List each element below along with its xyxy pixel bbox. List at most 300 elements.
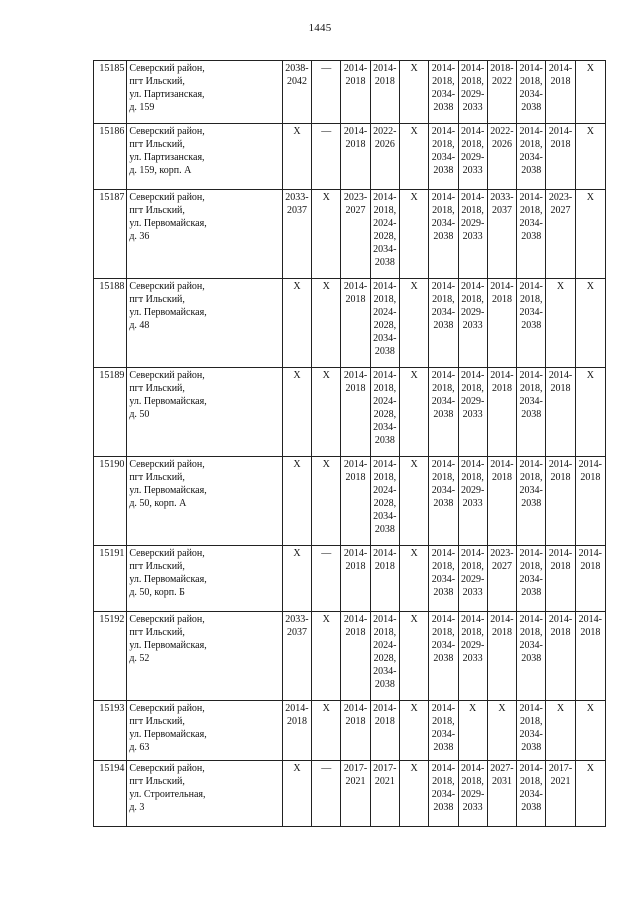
period-value: 2034- xyxy=(519,218,543,229)
table-row xyxy=(94,457,606,546)
period-value: X xyxy=(586,703,594,714)
period-cell xyxy=(517,546,546,612)
address-line: д. 63 xyxy=(129,742,150,753)
period-value: 2014- xyxy=(343,126,368,137)
address-cell xyxy=(127,761,283,827)
period-value: 2014- xyxy=(343,370,368,381)
period-cell xyxy=(399,701,428,761)
period-cell xyxy=(370,546,399,612)
period-value: 2014- xyxy=(460,548,485,559)
period-value: 2018, xyxy=(461,776,484,787)
period-value: 2014- xyxy=(373,548,397,559)
period-value: X xyxy=(556,281,565,292)
address-line: ул. Первомайская, xyxy=(129,574,207,585)
period-value: 2018, xyxy=(432,561,455,572)
period-value: 2014- xyxy=(343,459,368,470)
period-cell xyxy=(399,612,428,701)
period-value: 2014- xyxy=(431,281,456,292)
record-number: 15191 xyxy=(94,546,127,612)
period-cell xyxy=(487,612,516,701)
period-cell xyxy=(312,761,341,827)
period-cell xyxy=(546,190,575,279)
period-cell xyxy=(546,701,575,761)
table-row xyxy=(94,279,606,368)
period-value: — xyxy=(321,763,332,774)
period-value: 2028, xyxy=(373,409,397,420)
period-cell xyxy=(458,279,487,368)
address-line: пгт Ильский, xyxy=(129,561,185,572)
period-cell xyxy=(487,124,516,190)
period-value: 2027 xyxy=(550,205,571,216)
address-line: д. 50, корп. А xyxy=(129,498,187,509)
period-cell xyxy=(487,701,516,761)
period-cell xyxy=(487,61,516,124)
period-cell xyxy=(282,124,311,190)
address-line: д. 50 xyxy=(129,409,150,420)
period-value: 2014- xyxy=(490,614,514,625)
address-line: ул. Первомайская, xyxy=(129,729,207,740)
period-value: 2018, xyxy=(432,139,455,150)
address-line: Северский район, xyxy=(129,703,205,714)
address-line: Северский район, xyxy=(129,126,205,137)
period-value: 2034- xyxy=(519,640,543,651)
period-value: 2014- xyxy=(343,281,368,292)
period-value: 2018 xyxy=(491,627,512,638)
period-value: 2014- xyxy=(373,459,397,470)
period-value: 2018 xyxy=(345,561,366,572)
period-cell xyxy=(458,761,487,827)
period-value: 2018 xyxy=(550,383,571,394)
period-value: 2038 xyxy=(521,653,542,664)
address-line: ул. Партизанская, xyxy=(129,152,205,163)
address-line: Северский район, xyxy=(129,370,205,381)
record-number: 15192 xyxy=(94,612,127,701)
period-value: — xyxy=(321,548,332,559)
period-value: 2018 xyxy=(345,383,366,394)
address-line: ул. Первомайская, xyxy=(129,640,207,651)
period-cell xyxy=(282,61,311,124)
period-cell xyxy=(546,761,575,827)
table-row xyxy=(94,701,606,761)
period-cell xyxy=(312,612,341,701)
record-number: 15185 xyxy=(94,61,127,124)
period-cell xyxy=(517,457,546,546)
period-value: 2018 xyxy=(345,716,366,727)
period-cell xyxy=(341,279,370,368)
period-value: 2029- xyxy=(460,307,485,318)
period-value: 2014- xyxy=(343,548,368,559)
period-value: 2014- xyxy=(431,126,456,137)
period-value: 2018, xyxy=(461,472,484,483)
period-cell xyxy=(282,457,311,546)
period-value: 2014- xyxy=(519,459,543,470)
address-cell xyxy=(127,701,283,761)
period-value: 2018, xyxy=(461,383,484,394)
period-value: 2018, xyxy=(432,294,455,305)
period-cell xyxy=(341,457,370,546)
period-value: X xyxy=(293,126,301,137)
period-value: 2034- xyxy=(373,511,397,522)
period-cell xyxy=(546,124,575,190)
period-cell xyxy=(282,279,311,368)
period-cell xyxy=(517,279,546,368)
period-value: 2024- xyxy=(373,485,397,496)
period-cell xyxy=(429,61,458,124)
period-value: 2014- xyxy=(548,370,573,381)
period-cell xyxy=(458,612,487,701)
address-line: д. 48 xyxy=(129,320,150,331)
period-value: 2034- xyxy=(431,307,456,318)
address-line: пгт Ильский, xyxy=(129,472,185,483)
period-value: 2014- xyxy=(460,459,485,470)
period-value: 2018 xyxy=(491,472,512,483)
table-row xyxy=(94,612,606,701)
record-number: 15190 xyxy=(94,457,127,546)
period-value: 2038 xyxy=(521,802,542,813)
period-value: 2014- xyxy=(519,548,543,559)
period-value: 2018, xyxy=(432,205,455,216)
period-cell xyxy=(282,701,311,761)
period-value: 2024- xyxy=(373,396,397,407)
period-value: 2018 xyxy=(345,76,366,87)
period-value: 2033 xyxy=(462,498,483,509)
period-value: 2034- xyxy=(373,244,397,255)
period-cell xyxy=(370,457,399,546)
period-value: 2018, xyxy=(519,76,543,87)
period-value: 2017- xyxy=(548,763,573,774)
period-cell xyxy=(458,61,487,124)
address-line: д. 50, корп. Б xyxy=(129,587,185,598)
period-cell xyxy=(458,701,487,761)
period-value: 2034- xyxy=(519,729,543,740)
period-value: 2014- xyxy=(490,281,514,292)
address-cell xyxy=(127,279,283,368)
period-value: 2014- xyxy=(431,63,456,74)
period-value: 2038 xyxy=(433,742,454,753)
period-value: 2033 xyxy=(462,165,483,176)
period-value: 2018, xyxy=(432,716,455,727)
period-value: 2014- xyxy=(519,370,543,381)
period-cell xyxy=(341,546,370,612)
period-value: 2014- xyxy=(373,281,397,292)
period-value: 2031 xyxy=(491,776,512,787)
period-value: X xyxy=(410,63,418,74)
period-value: X xyxy=(586,126,594,137)
period-value: 2018- xyxy=(490,63,514,74)
period-value: 2026 xyxy=(374,139,395,150)
period-value: 2038 xyxy=(521,498,542,509)
period-value: 2024- xyxy=(373,307,397,318)
period-cell xyxy=(341,61,370,124)
period-value: 2018, xyxy=(461,294,484,305)
table-row xyxy=(94,190,606,279)
period-cell xyxy=(575,701,605,761)
period-value: X xyxy=(322,459,330,470)
period-cell xyxy=(429,457,458,546)
period-cell xyxy=(575,457,605,546)
period-cell xyxy=(458,124,487,190)
period-value: 2034- xyxy=(431,789,456,800)
period-value: 2023- xyxy=(490,548,514,559)
period-value: 2028, xyxy=(373,498,397,509)
period-value: 2034- xyxy=(373,422,397,433)
period-value: 2018 xyxy=(580,627,601,638)
period-cell xyxy=(429,368,458,457)
address-line: ул. Первомайская, xyxy=(129,396,207,407)
period-value: 2021 xyxy=(345,776,366,787)
period-cell xyxy=(399,124,428,190)
address-line: ул. Первомайская, xyxy=(129,307,207,318)
period-value: 2014- xyxy=(460,763,485,774)
period-value: 2014- xyxy=(285,703,309,714)
period-value: 2014- xyxy=(431,703,456,714)
period-value: 2014- xyxy=(460,614,485,625)
period-value: 2018, xyxy=(432,472,455,483)
period-cell xyxy=(546,612,575,701)
period-value: 2018 xyxy=(374,561,395,572)
period-value: 2034- xyxy=(431,640,456,651)
period-value: 2038 xyxy=(521,231,542,242)
period-cell xyxy=(399,761,428,827)
period-value: 2018 xyxy=(550,472,571,483)
table-row xyxy=(94,546,606,612)
address-line: ул. Первомайская, xyxy=(129,218,207,229)
address-line: Северский район, xyxy=(129,281,205,292)
period-cell xyxy=(312,279,341,368)
period-cell xyxy=(399,457,428,546)
period-value: 2034- xyxy=(373,666,397,677)
period-value: 2034- xyxy=(519,396,543,407)
period-cell xyxy=(517,124,546,190)
period-cell xyxy=(341,612,370,701)
period-cell xyxy=(370,190,399,279)
period-cell xyxy=(429,701,458,761)
period-cell xyxy=(487,457,516,546)
period-value: 2018 xyxy=(345,139,366,150)
period-value: X xyxy=(586,192,594,203)
period-value: 2014- xyxy=(578,548,602,559)
period-value: 2022- xyxy=(373,126,397,137)
address-line: д. 159, корп. А xyxy=(129,165,192,176)
period-cell xyxy=(370,761,399,827)
record-number: 15194 xyxy=(94,761,127,827)
period-cell xyxy=(429,546,458,612)
address-line: Северский район, xyxy=(129,192,205,203)
period-value: 2014- xyxy=(343,614,368,625)
period-value: 2014- xyxy=(460,126,485,137)
address-line: ул. Партизанская, xyxy=(129,89,205,100)
period-cell xyxy=(575,612,605,701)
period-value: 2038 xyxy=(374,679,395,690)
period-value: 2014- xyxy=(343,703,368,714)
address-line: пгт Ильский, xyxy=(129,139,185,150)
period-value: 2038 xyxy=(374,346,395,357)
period-cell xyxy=(370,368,399,457)
period-value: 2023- xyxy=(343,192,368,203)
address-cell xyxy=(127,368,283,457)
period-value: 2018, xyxy=(373,383,397,394)
period-cell xyxy=(312,61,341,124)
period-value: X xyxy=(586,63,594,74)
period-value: 2018, xyxy=(432,776,455,787)
period-value: X xyxy=(322,192,330,203)
address-line: ул. Строительная, xyxy=(129,789,206,800)
period-cell xyxy=(312,190,341,279)
period-value: 2018, xyxy=(373,627,397,638)
period-value: 2014- xyxy=(343,63,368,74)
period-cell xyxy=(399,368,428,457)
period-cell xyxy=(517,761,546,827)
period-cell xyxy=(429,761,458,827)
period-value: X xyxy=(556,703,565,714)
period-cell xyxy=(399,546,428,612)
period-value: 2018, xyxy=(461,139,484,150)
period-cell xyxy=(399,279,428,368)
period-cell xyxy=(575,761,605,827)
period-value: 2018, xyxy=(373,472,397,483)
period-value: 2038 xyxy=(433,231,454,242)
period-value: X xyxy=(410,281,418,292)
period-cell xyxy=(458,457,487,546)
period-value: 2029- xyxy=(460,152,485,163)
period-cell xyxy=(341,124,370,190)
period-value: 2014- xyxy=(373,703,397,714)
period-value: 2034- xyxy=(431,152,456,163)
address-cell xyxy=(127,457,283,546)
period-value: 2038 xyxy=(374,257,395,268)
period-value: X xyxy=(498,703,506,714)
period-value: X xyxy=(586,370,594,381)
period-value: 2018, xyxy=(432,76,455,87)
period-value: X xyxy=(322,281,330,292)
period-value: 2034- xyxy=(519,789,543,800)
period-value: X xyxy=(322,703,330,714)
period-cell xyxy=(341,701,370,761)
period-value: 2034- xyxy=(431,396,456,407)
table-row xyxy=(94,761,606,827)
period-value: 2018, xyxy=(432,383,455,394)
period-value: 2014- xyxy=(548,459,573,470)
period-value: 2014- xyxy=(519,63,543,74)
period-value: X xyxy=(410,192,418,203)
period-value: 2033 xyxy=(462,320,483,331)
period-value: 2042 xyxy=(286,76,307,87)
table-row xyxy=(94,124,606,190)
period-value: 2014- xyxy=(460,281,485,292)
period-cell xyxy=(575,279,605,368)
period-value: 2038 xyxy=(521,409,542,420)
address-cell xyxy=(127,612,283,701)
period-value: 2018 xyxy=(345,472,366,483)
period-value: 2018 xyxy=(550,139,571,150)
period-value: 2034- xyxy=(519,152,543,163)
period-value: 2018, xyxy=(519,205,543,216)
period-value: 2034- xyxy=(519,485,543,496)
period-value: X xyxy=(322,614,330,625)
period-value: 2018 xyxy=(550,76,571,87)
period-value: 2014- xyxy=(431,192,456,203)
period-cell xyxy=(312,368,341,457)
period-value: 2033 xyxy=(462,802,483,813)
period-cell xyxy=(341,190,370,279)
period-value: X xyxy=(410,548,418,559)
address-line: Северский район, xyxy=(129,459,205,470)
period-value: X xyxy=(293,281,301,292)
period-value: 2038 xyxy=(521,165,542,176)
period-cell xyxy=(458,190,487,279)
period-value: 2014- xyxy=(431,614,456,625)
period-cell xyxy=(487,546,516,612)
period-cell xyxy=(399,61,428,124)
period-cell xyxy=(517,61,546,124)
period-cell xyxy=(487,190,516,279)
period-value: 2014- xyxy=(578,614,602,625)
period-value: 2018, xyxy=(373,294,397,305)
period-value: 2038 xyxy=(521,587,542,598)
period-value: X xyxy=(410,370,418,381)
period-value: 2038 xyxy=(433,409,454,420)
period-cell xyxy=(370,612,399,701)
period-value: 2028, xyxy=(373,320,397,331)
period-value: X xyxy=(469,703,477,714)
period-value: 2018, xyxy=(519,561,543,572)
address-line: пгт Ильский, xyxy=(129,205,185,216)
period-value: 2014- xyxy=(548,126,573,137)
period-cell xyxy=(517,368,546,457)
period-cell xyxy=(575,61,605,124)
period-value: 2033 xyxy=(462,653,483,664)
period-cell xyxy=(370,701,399,761)
period-cell xyxy=(487,368,516,457)
period-value: 2014- xyxy=(519,763,543,774)
period-value: 2034- xyxy=(431,89,456,100)
period-value: X xyxy=(322,370,330,381)
period-value: 2014- xyxy=(548,548,573,559)
period-value: 2037 xyxy=(286,205,307,216)
period-value: 2018 xyxy=(345,294,366,305)
period-cell xyxy=(312,701,341,761)
address-line: д. 3 xyxy=(129,802,145,813)
period-value: 2033- xyxy=(285,614,309,625)
period-value: — xyxy=(321,63,332,74)
period-value: 2028, xyxy=(373,231,397,242)
period-value: 2018, xyxy=(461,76,484,87)
period-cell xyxy=(458,546,487,612)
address-line: пгт Ильский, xyxy=(129,383,185,394)
period-value: 2018, xyxy=(373,205,397,216)
period-value: 2018, xyxy=(519,139,543,150)
period-cell xyxy=(517,701,546,761)
period-cell xyxy=(429,190,458,279)
address-line: пгт Ильский, xyxy=(129,776,185,787)
period-value: 2014- xyxy=(460,192,485,203)
period-value: 2033 xyxy=(462,102,483,113)
period-value: 2018 xyxy=(491,383,512,394)
period-value: 2018 xyxy=(345,627,366,638)
period-value: 2037 xyxy=(286,627,307,638)
period-value: X xyxy=(410,459,418,470)
period-value: 2017- xyxy=(373,763,397,774)
page-number: 1445 xyxy=(308,22,332,34)
period-value: 2018 xyxy=(580,561,601,572)
table-row xyxy=(94,61,606,124)
period-value: 2029- xyxy=(460,218,485,229)
period-value: 2022- xyxy=(490,126,514,137)
period-value: 2014- xyxy=(519,126,543,137)
period-cell xyxy=(487,761,516,827)
period-value: 2014- xyxy=(431,370,456,381)
period-value: 2038 xyxy=(521,102,542,113)
